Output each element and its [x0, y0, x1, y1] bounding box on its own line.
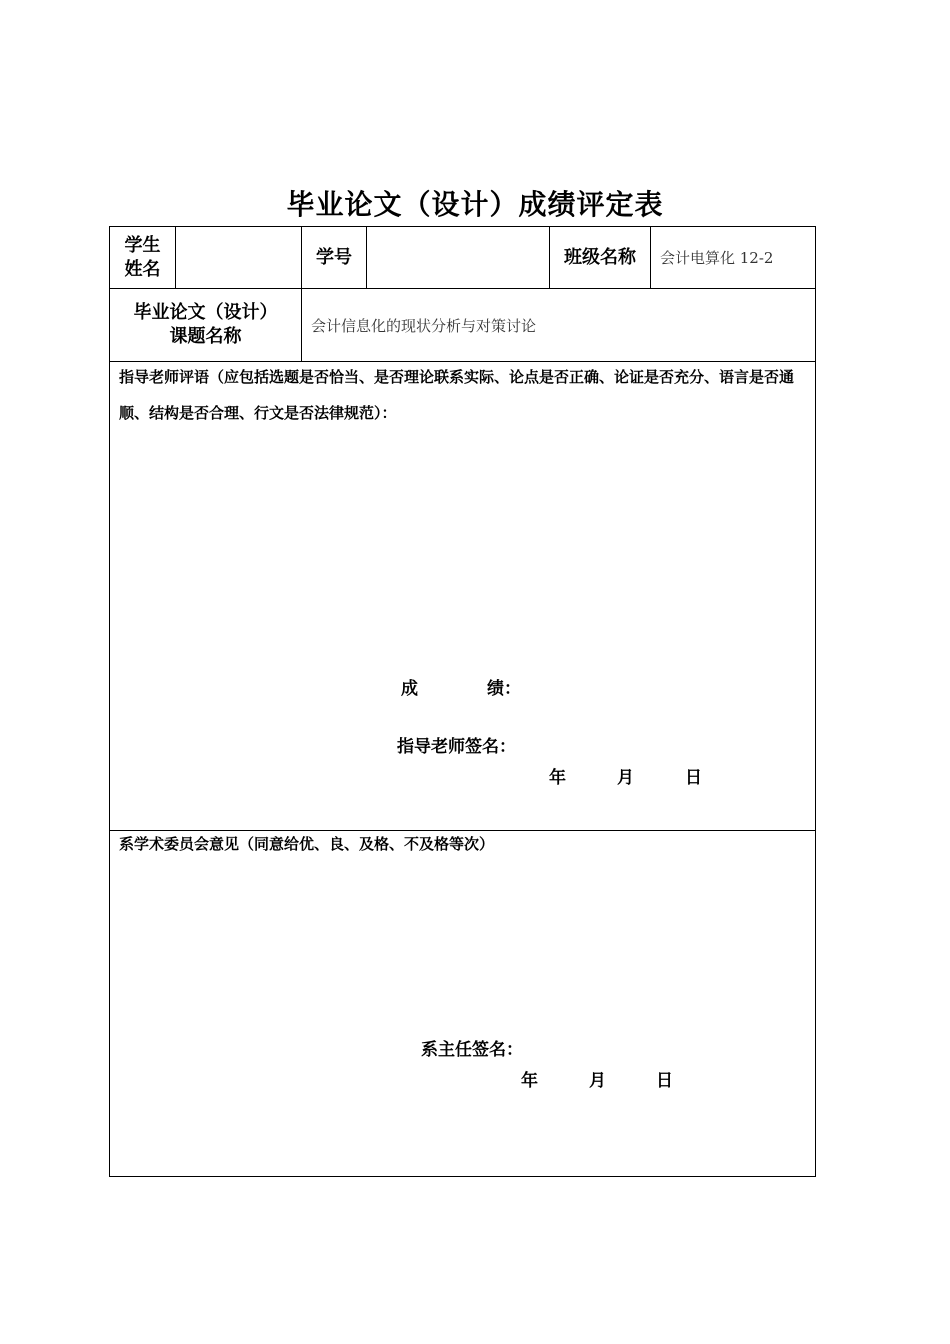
advisor-date-year: 年 — [549, 768, 566, 788]
topic-field[interactable]: 会计信息化的现状分析与对策讨论 — [311, 316, 537, 335]
topic-label — [110, 289, 301, 361]
committee-date-month: 月 — [589, 1071, 606, 1091]
director-signature-label: 系主任签名： — [421, 1040, 523, 1060]
advisor-signature-label: 指导老师签名： — [397, 737, 516, 757]
student-id-label: 学号 — [316, 246, 352, 268]
advisor-date-month: 月 — [617, 768, 634, 788]
committee-date-year: 年 — [521, 1071, 538, 1091]
topic-label-line1: 毕业论文（设计） — [133, 302, 278, 323]
committee-opinion-label: 系学术委员会意见（同意给优、良、及格、不及格等次） — [119, 835, 495, 853]
topic-label-line2: 课题名称 — [169, 326, 242, 347]
form-title: 毕业论文（设计）成绩评定表 — [286, 188, 664, 221]
grade-form-table — [109, 226, 816, 1177]
advisor-date-day: 日 — [685, 768, 702, 788]
student-name-label-line1: 学生 — [124, 234, 161, 256]
class-name-field[interactable]: 会计电算化 12-2 — [660, 249, 774, 267]
student-name-label-line2: 姓名 — [124, 258, 161, 280]
student-id-field[interactable] — [367, 227, 549, 288]
committee-date-day: 日 — [656, 1071, 673, 1091]
grade-label-char2: 绩： — [487, 679, 521, 699]
student-name-label — [110, 227, 175, 288]
advisor-comment-label: 指导老师评语（应包括选题是否恰当、是否理论联系实际、论点是否正确、论证是否充分、语言是否通顺、结构是否合理、行文是否法律规范）： — [119, 368, 795, 422]
class-name-label: 班级名称 — [564, 246, 636, 268]
grade-label-char1: 成 — [401, 679, 418, 699]
student-name-field[interactable] — [176, 227, 301, 288]
